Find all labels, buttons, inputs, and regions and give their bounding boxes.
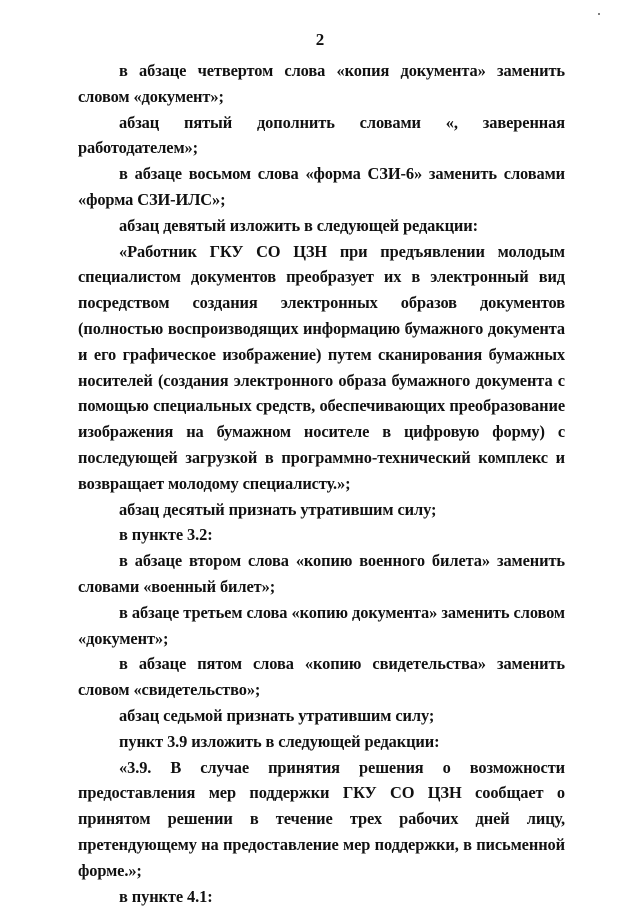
paragraph-10: в абзаце пятом слова «копию свидетельства» заменить словом «свидетельство»; [78,651,565,703]
page-number: 2 [0,30,640,50]
paragraph-11: абзац седьмой признать утратившим силу; [78,703,565,729]
document-body [78,58,565,909]
paragraph-9: в абзаце третьем слова «копию документа» заменить словом «документ»; [78,600,565,652]
paragraph-4: абзац девятый изложить в следующей редакции: [78,213,565,239]
paragraph-12: пункт 3.9 изложить в следующей редакции: [78,729,565,755]
paragraph-8: в абзаце втором слова «копию военного билета» заменить словами «военный билет»; [78,548,565,600]
paragraph-14: в пункте 4.1: [78,884,565,909]
paragraph-7: в пункте 3.2: [78,522,565,548]
paragraph-3: в абзаце восьмом слова «форма СЗИ-6» заменить словами «форма СЗИ-ИЛС»; [78,161,565,213]
scan-speck [598,13,600,15]
paragraph-2: абзац пятый дополнить словами «, заверенная работодателем»; [78,110,565,162]
paragraph-1: в абзаце четвертом слова «копия документа» заменить словом «документ»; [78,58,565,110]
paragraph-5: «Работник ГКУ СО ЦЗН при предъявлении молодым специалистом документов преобразует их в электронный вид посредством создания электронных образов документов (полностью воспроизводящих информацию бумажного документа и его графическое изображение) путем сканирования бумажных носителей (создания электронного образа бумажного документа с помощью специальных средств, обеспечивающих преобразование изображения на бумажном носителе в цифровую форму) с последующей загрузкой в программно-технический комплекс и возвращает молодому специалисту.»; [78,239,565,497]
paragraph-6: абзац десятый признать утратившим силу; [78,497,565,523]
paragraph-13: «3.9. В случае принятия решения о возможности предоставления мер поддержки ГКУ СО ЦЗН сообщает о принятом решении в течение трех рабочих дней лицу, претендующему на предоставление мер поддержки, в письменной форме.»; [78,755,565,884]
